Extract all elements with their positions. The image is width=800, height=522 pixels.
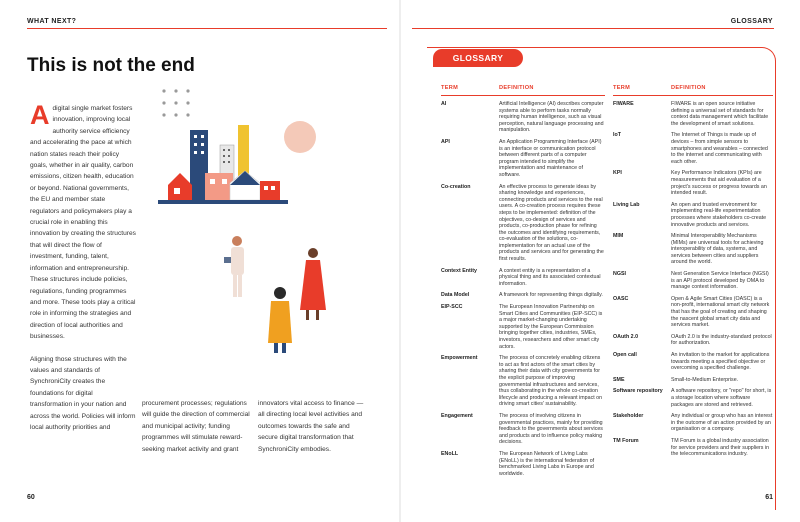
glossary-term: EIP-SCC bbox=[441, 304, 463, 311]
glossary-row bbox=[613, 132, 773, 165]
body-paragraph-3: procurement processes; regulations will guide the direction of commercial and municipal activity; funding programmes will stimulate reward-seeking market activity and grant bbox=[142, 400, 250, 453]
glossary-list-right bbox=[613, 101, 773, 458]
body-column-2 bbox=[142, 398, 252, 455]
glossary-row bbox=[613, 202, 773, 228]
glossary-term: Engagement bbox=[441, 412, 473, 419]
glossary-definition: Artificial Intelligence (AI) describes computer systems able to perform tasks normally requiring human intelligence, such as visual perception, natural language processing and manipulation. bbox=[499, 101, 604, 134]
glossary-definition: A framework for representing things digitally. bbox=[499, 292, 603, 299]
glossary-term: Open call bbox=[613, 352, 637, 358]
glossary-definition: A context entity is a representation of a physical thing and its associated contextual information. bbox=[499, 267, 601, 287]
glossary-term: TM Forum bbox=[613, 437, 639, 444]
glossary-definition: An Application Programming Interface (API) is an interface or communication protocol between different parts of a computer program intended to simplify the implementation and maintenance of software. bbox=[499, 138, 602, 178]
glossary-definition: Small-to-Medium Enterprise. bbox=[671, 376, 739, 383]
glossary-row bbox=[441, 139, 605, 179]
glossary-row bbox=[613, 352, 773, 372]
glossary-definition: Open & Agile Smart Cities (OASC) is a non-profit, international smart city network that has the goal of creating and shaping the nascent global smart city data and services market. bbox=[671, 295, 770, 329]
body-paragraph-2: Aligning those structures with the values and standards of SynchroniCity creates the foundations for digital transformation in your nation and across the world. Policies will inform local authority priorities and bbox=[30, 355, 136, 431]
glossary-term: FIWARE bbox=[613, 101, 634, 107]
page-number-right: 61 bbox=[765, 494, 773, 501]
glossary-term: SME bbox=[613, 376, 625, 383]
glossary-term: Stakeholder bbox=[613, 413, 644, 420]
glossary-row bbox=[613, 388, 773, 408]
glossary-term: KPI bbox=[613, 170, 622, 177]
glossary-term: API bbox=[441, 138, 450, 145]
glossary-definition: FIWARE is an open source initiative defining a universal set of standards for context data management which facilitate the development of smart solutions. bbox=[671, 101, 769, 127]
glossary-term: Empowerment bbox=[441, 355, 478, 362]
glossary-term: MIM bbox=[613, 233, 624, 240]
glossary-term: OASC bbox=[613, 295, 629, 302]
glossary-definition: The Internet of Things is made up of devices – from simple sensors to smartphones and wearables – connected to the internet and communicating with each other. bbox=[671, 132, 768, 165]
glossary-term: AI bbox=[441, 101, 447, 107]
glossary-definition: The European Network of Living Labs (ENoLL) is the international federation of benchmarked Living Labs in Europe and worldwide. bbox=[499, 450, 595, 477]
glossary-definition: Any individual or group who has an interest in the outcome of an action provided by an organisation or a company. bbox=[671, 413, 773, 433]
glossary-row bbox=[613, 271, 773, 291]
body-column-1 bbox=[30, 100, 136, 444]
glossary-term: IoT bbox=[613, 132, 621, 139]
glossary-row bbox=[441, 101, 605, 134]
intro-text: digital single market fosters innovation, improving local authority service efficiency and accelerating the pace at which nation states reach their policy goals, whether in air quality, carbon emissions, citizen health, education or beyond. National governments, the EU and member state regulators and policymakers play a crucial role in enabling this innovation by creating the structures that will direct the flow of investment, funding, talent, information and entrepreneurship. These structures include policies, regulations, funding programmes and more. These tools play a critical role in informing the strategies and direction of local authorities and businesses. bbox=[30, 105, 136, 341]
glossary-row bbox=[613, 377, 773, 384]
running-header-left: WHAT NEXT? bbox=[27, 18, 77, 25]
glossary-row bbox=[613, 101, 773, 127]
glossary-definition: The European Innovation Partnership on Smart Cities and Communities (EIP-SCC) is a major market-changing undertaking supported by the European Commission bringing together cities, industries, SMEs, investors, researchers and other smart city actors. bbox=[499, 304, 603, 350]
glossary-row bbox=[613, 413, 773, 433]
glossary-row bbox=[441, 451, 605, 477]
definition-header: DEFINITION bbox=[499, 85, 534, 91]
body-paragraph-4: innovators vital access to finance — all directing local level activities and outcomes towards the safe and secure digital transformation that SynchroniCity embodies. bbox=[258, 400, 364, 453]
drop-cap: A bbox=[30, 100, 50, 130]
glossary-header bbox=[441, 85, 605, 96]
page-number-left: 60 bbox=[27, 494, 35, 501]
glossary-row bbox=[441, 304, 605, 350]
glossary-row bbox=[441, 413, 605, 446]
glossary-term: OAuth 2.0 bbox=[613, 333, 639, 340]
glossary-definition: The process of concretely enabling citizens to act as first actors of the smart cities by sharing their data with city governments for the explicit purpose of improving governmental infrastructures and services, thus collaborating in the whole co-creation lifecycle and producing a relevant impact on driving smart cities' sustainability. bbox=[499, 355, 603, 408]
glossary-header bbox=[613, 85, 773, 96]
glossary-definition: Next Generation Service Interface (NGSI) is an API protocol developed by OMA to manage context information. bbox=[671, 271, 769, 291]
city-people-illustration bbox=[150, 85, 360, 355]
glossary-definition: Minimal Interoperability Mechanisms (MIMs) are universal tools for achieving interoperability of data, systems, and services between cities and suppliers around the world. bbox=[671, 233, 764, 266]
glossary-row bbox=[613, 296, 773, 329]
glossary-definition: TM Forum is a global industry association for service providers and their suppliers in the telecommunications industry. bbox=[671, 437, 770, 458]
intro-paragraph bbox=[30, 100, 136, 343]
glossary-term: Software repository bbox=[613, 388, 663, 395]
glossary-row bbox=[613, 334, 773, 347]
glossary-definition: The process of involving citizens in governmental practices, mainly for providing feedback to the governments about services and products and to influence policy making decisions. bbox=[499, 412, 603, 446]
glossary-row bbox=[441, 268, 605, 288]
glossary-term: Co-creation bbox=[441, 183, 471, 190]
glossary-term: Context Entity bbox=[441, 267, 477, 274]
glossary-term: NGSI bbox=[613, 271, 626, 278]
page-spine bbox=[399, 0, 401, 522]
glossary-list-left bbox=[441, 101, 605, 477]
glossary-row bbox=[441, 184, 605, 263]
running-header-right: GLOSSARY bbox=[730, 18, 773, 25]
glossary-term: Data Model bbox=[441, 292, 470, 299]
glossary-column-1 bbox=[441, 85, 605, 482]
glossary-definition: Key Performance Indicators (KPIs) are measurements that aid evaluation of a project's success or progress towards an intended result. bbox=[671, 170, 767, 197]
glossary-term: ENoLL bbox=[441, 450, 459, 457]
glossary-column-2 bbox=[613, 85, 773, 463]
term-header: TERM bbox=[613, 85, 631, 91]
glossary-row bbox=[613, 170, 773, 196]
glossary-row bbox=[441, 292, 605, 299]
glossary-definition: OAuth 2.0 is the industry-standard protocol for authorization. bbox=[671, 333, 772, 347]
glossary-definition: An effective process to generate ideas by sharing knowledge and experiences, connecting products and services to the real users. A co-creation process requires these steps to be implemented: definition of the objectives, co-design of services and products, co-production phase for refining the outcomes and identifying requirements, co-evaluation of the solutions, co-implementation for an actual use of the products and services and for generating the first results. bbox=[499, 183, 604, 263]
glossary-term: Living Lab bbox=[613, 201, 640, 208]
body-column-3 bbox=[258, 398, 368, 455]
glossary-definition: An open and trusted environment for implementing real-life experimentation processes where stakeholders co-create innovative products and services. bbox=[671, 201, 767, 228]
glossary-tab: GLOSSARY bbox=[433, 49, 523, 67]
glossary-definition: A software repository, or "repo" for short, is a storage location where software packages are stored and retrieved. bbox=[671, 388, 772, 408]
definition-header: DEFINITION bbox=[671, 85, 706, 91]
glossary-row bbox=[441, 355, 605, 408]
glossary-definition: An invitation to the market for applications towards meeting a specified objective or overcoming a specified challenge. bbox=[671, 352, 770, 372]
header-rule-right bbox=[412, 28, 774, 29]
page-title: This is not the end bbox=[27, 55, 195, 76]
glossary-row bbox=[613, 233, 773, 266]
term-header: TERM bbox=[441, 85, 459, 91]
header-rule-left bbox=[27, 28, 387, 29]
glossary-row bbox=[613, 438, 773, 458]
